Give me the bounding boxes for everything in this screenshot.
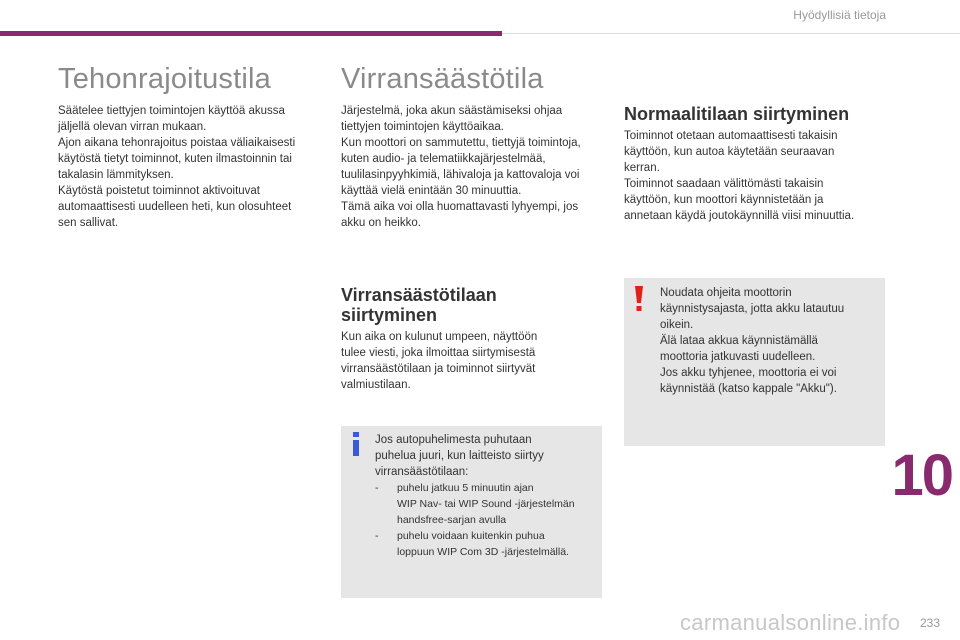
text-line: Tämä aika voi olla huomattavasti lyhyempi, jos <box>341 201 579 213</box>
list-dash: - <box>375 482 379 494</box>
text-line: puhelua juuri, kun laitteisto siirtyy <box>375 450 544 462</box>
text-line: tiettyjen toimintojen käyttöaikaa. <box>341 121 505 133</box>
text-line: tuulilasinpyyhkimiä, lähivaloja ja kattovaloja voi <box>341 169 580 181</box>
text-line: kerran. <box>624 162 660 174</box>
info-box <box>341 426 602 598</box>
info-list <box>375 480 597 560</box>
paragraph-tehonrajoitustila <box>58 103 320 231</box>
info-icon <box>351 432 361 456</box>
warning-box <box>624 278 885 446</box>
heading-normaalitilaan-siirtyminen: Normaalitilaan siirtyminen <box>624 104 850 124</box>
warning-box-content <box>660 285 880 397</box>
section-accent-bar <box>0 31 502 36</box>
text-line: Käytöstä poistetut toiminnot aktivoituvat <box>58 185 260 197</box>
text-line: Säätelee tiettyjen toimintojen käyttöä akussa <box>58 105 285 117</box>
warning-icon <box>634 286 644 312</box>
text-line: akku on heikko. <box>341 217 421 229</box>
list-item <box>375 528 597 560</box>
text-line: WIP Nav- tai WIP Sound -järjestelmän <box>397 498 575 510</box>
text-line: oikein. <box>660 319 694 331</box>
text-line: Ajon aikana tehonrajoitus poistaa väliaikaisesti <box>58 137 296 149</box>
text-line: käytöstä tietyt toiminnot, kuten ilmastoinnin tai <box>58 153 292 165</box>
paragraph-normaalitilaan <box>624 128 886 224</box>
text-line: moottoria jatkuvasti uudelleen. <box>660 351 816 363</box>
text-line: kuten audio- ja telematiikkajärjestelmää, <box>341 153 546 165</box>
info-box-content <box>375 432 597 560</box>
text-line: loppuun WIP Com 3D -järjestelmällä. <box>397 546 569 558</box>
header-rule <box>502 33 960 34</box>
text-line: Toiminnot saadaan välittömästi takaisin <box>624 178 824 190</box>
list-item <box>375 480 597 528</box>
text-line: sen sallivat. <box>58 217 119 229</box>
chapter-number: 10 <box>891 443 952 508</box>
text-line: annetaan käydä joutokäynnillä viisi minuuttia. <box>624 210 855 222</box>
text-line: virransäästötilaan ja toiminnot siirtyvät <box>341 363 536 375</box>
heading-virransaastotilaan-siirtyminen <box>341 285 497 325</box>
text-line: jäljellä olevan virran mukaan. <box>58 121 207 133</box>
text-line: käyttää vielä enintään 30 minuuttia. <box>341 185 522 197</box>
text-line: Järjestelmä, joka akun säästämiseksi ohjaa <box>341 105 563 117</box>
text-line: handsfree-sarjan avulla <box>397 514 507 526</box>
text-line: Noudata ohjeita moottorin <box>660 287 792 299</box>
text-line: puhelu jatkuu 5 minuutin ajan <box>397 482 534 494</box>
paragraph-siirtyminen <box>341 329 591 393</box>
text-line: käynnistysajasta, jotta akku latautuu <box>660 303 845 315</box>
heading-virransaastotila: Virransäästötila <box>341 63 544 95</box>
section-title: Hyödyllisiä tietoja <box>793 8 886 22</box>
heading-tehonrajoitustila: Tehonrajoitustila <box>58 63 271 95</box>
page-number: 233 <box>919 616 940 630</box>
list-dash: - <box>375 530 379 542</box>
text-line: automaattisesti uudelleen heti, kun olosuhteet <box>58 201 292 213</box>
text-line: Jos akku tyhjenee, moottoria ei voi <box>660 367 837 379</box>
paragraph-virransaastotila <box>341 103 606 231</box>
text-line: valmiustilaan. <box>341 379 411 391</box>
text-line: Jos autopuhelimesta puhutaan <box>375 434 532 446</box>
text-line: Kun aika on kulunut umpeen, näyttöön <box>341 331 538 343</box>
text-line: Kun moottori on sammutettu, tiettyjä toimintoja, <box>341 137 581 149</box>
text-line: Älä lataa akkua käynnistämällä <box>660 335 818 347</box>
text-line: takalasin lämmityksen. <box>58 169 174 181</box>
text-line: virransäästötilaan: <box>375 466 469 478</box>
text-line: tulee viesti, joka ilmoittaa siirtymisestä <box>341 347 536 359</box>
text-line: käyttöön, kun moottori käynnistetään ja <box>624 194 824 206</box>
heading-line: Virransäästötilaan <box>341 285 497 305</box>
heading-line: siirtyminen <box>341 305 438 325</box>
text-line: käynnistää (katso kappale "Akku"). <box>660 383 837 395</box>
text-line: puhelu voidaan kuitenkin puhua <box>397 530 545 542</box>
watermark: carmanualsonline.info <box>680 610 901 635</box>
text-line: käyttöön, kun autoa käytetään seuraavan <box>624 146 835 158</box>
text-line: Toiminnot otetaan automaattisesti takaisin <box>624 130 838 142</box>
